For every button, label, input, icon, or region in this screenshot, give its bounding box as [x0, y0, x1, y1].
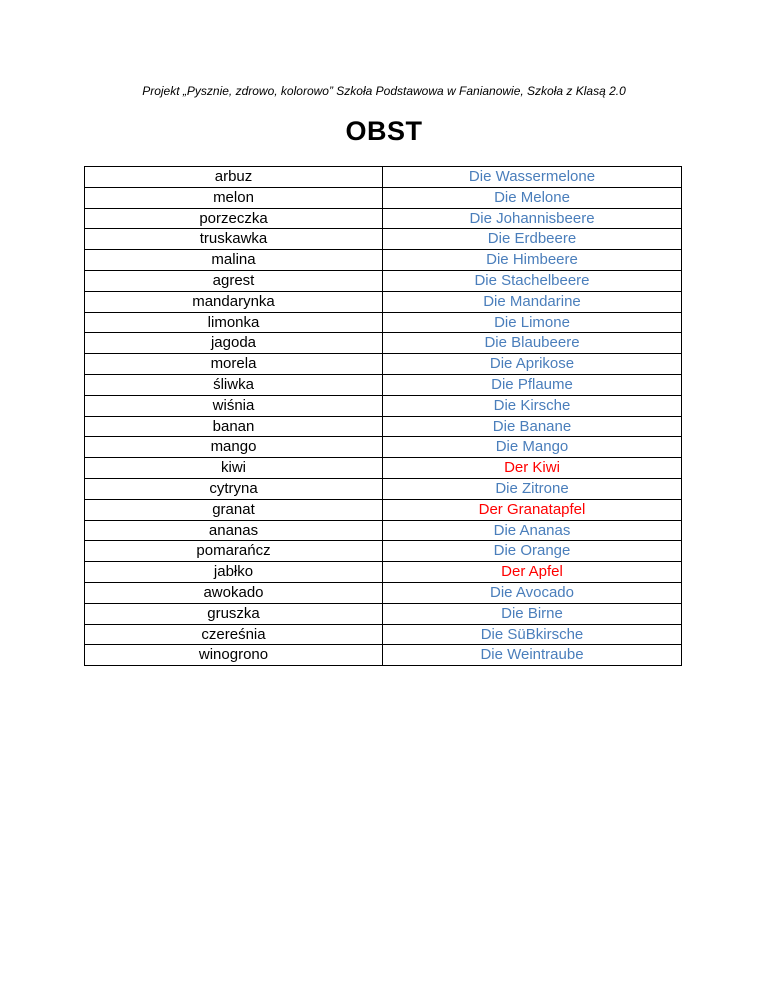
german-word-cell: Die Pflaume	[383, 374, 682, 395]
german-word-cell: Der Kiwi	[383, 458, 682, 479]
german-word-cell: Die Banane	[383, 416, 682, 437]
german-word-cell: Die Mandarine	[383, 291, 682, 312]
fruit-vocabulary-table	[84, 166, 682, 666]
table-row	[85, 582, 682, 603]
project-header: Projekt „Pysznie, zdrowo, kolorowo” Szkoła Podstawowa w Fanianowie, Szkoła z Klasą 2.0	[142, 84, 626, 98]
table-row	[85, 250, 682, 271]
polish-word-cell: jabłko	[85, 562, 383, 583]
table-row	[85, 187, 682, 208]
table-row	[85, 458, 682, 479]
table-row	[85, 520, 682, 541]
table-row	[85, 562, 682, 583]
polish-word-cell: cytryna	[85, 478, 383, 499]
german-word-cell: Die Zitrone	[383, 478, 682, 499]
table-row	[85, 374, 682, 395]
german-word-cell: Die SüBkirsche	[383, 624, 682, 645]
table-row	[85, 416, 682, 437]
table-row	[85, 603, 682, 624]
polish-word-cell: jagoda	[85, 333, 383, 354]
german-word-cell: Die Johannisbeere	[383, 208, 682, 229]
german-word-cell: Der Granatapfel	[383, 499, 682, 520]
table-row	[85, 624, 682, 645]
table-row	[85, 167, 682, 188]
table-body	[85, 167, 682, 666]
page-title: OBST	[345, 116, 423, 146]
german-word-cell: Die Himbeere	[383, 250, 682, 271]
table-row	[85, 208, 682, 229]
polish-word-cell: ananas	[85, 520, 383, 541]
german-word-cell: Die Mango	[383, 437, 682, 458]
polish-word-cell: malina	[85, 250, 383, 271]
table-row	[85, 499, 682, 520]
german-word-cell: Die Ananas	[383, 520, 682, 541]
german-word-cell: Die Stachelbeere	[383, 270, 682, 291]
table-row	[85, 354, 682, 375]
polish-word-cell: wiśnia	[85, 395, 383, 416]
polish-word-cell: mandarynka	[85, 291, 383, 312]
polish-word-cell: gruszka	[85, 603, 383, 624]
polish-word-cell: granat	[85, 499, 383, 520]
german-word-cell: Die Melone	[383, 187, 682, 208]
table-row	[85, 291, 682, 312]
polish-word-cell: limonka	[85, 312, 383, 333]
german-word-cell: Die Wassermelone	[383, 167, 682, 188]
polish-word-cell: pomarańcz	[85, 541, 383, 562]
polish-word-cell: morela	[85, 354, 383, 375]
polish-word-cell: winogrono	[85, 645, 383, 666]
polish-word-cell: agrest	[85, 270, 383, 291]
table-row	[85, 270, 682, 291]
polish-word-cell: melon	[85, 187, 383, 208]
german-word-cell: Die Weintraube	[383, 645, 682, 666]
polish-word-cell: porzeczka	[85, 208, 383, 229]
german-word-cell: Die Limone	[383, 312, 682, 333]
table-row	[85, 437, 682, 458]
table-row	[85, 395, 682, 416]
table-row	[85, 478, 682, 499]
german-word-cell: Die Orange	[383, 541, 682, 562]
table-row	[85, 645, 682, 666]
german-word-cell: Die Avocado	[383, 582, 682, 603]
polish-word-cell: śliwka	[85, 374, 383, 395]
table-row	[85, 333, 682, 354]
table-row	[85, 229, 682, 250]
polish-word-cell: awokado	[85, 582, 383, 603]
polish-word-cell: truskawka	[85, 229, 383, 250]
polish-word-cell: arbuz	[85, 167, 383, 188]
polish-word-cell: mango	[85, 437, 383, 458]
polish-word-cell: banan	[85, 416, 383, 437]
table-row	[85, 312, 682, 333]
german-word-cell: Der Apfel	[383, 562, 682, 583]
german-word-cell: Die Erdbeere	[383, 229, 682, 250]
polish-word-cell: kiwi	[85, 458, 383, 479]
german-word-cell: Die Aprikose	[383, 354, 682, 375]
polish-word-cell: czereśnia	[85, 624, 383, 645]
table-row	[85, 541, 682, 562]
german-word-cell: Die Kirsche	[383, 395, 682, 416]
german-word-cell: Die Birne	[383, 603, 682, 624]
german-word-cell: Die Blaubeere	[383, 333, 682, 354]
